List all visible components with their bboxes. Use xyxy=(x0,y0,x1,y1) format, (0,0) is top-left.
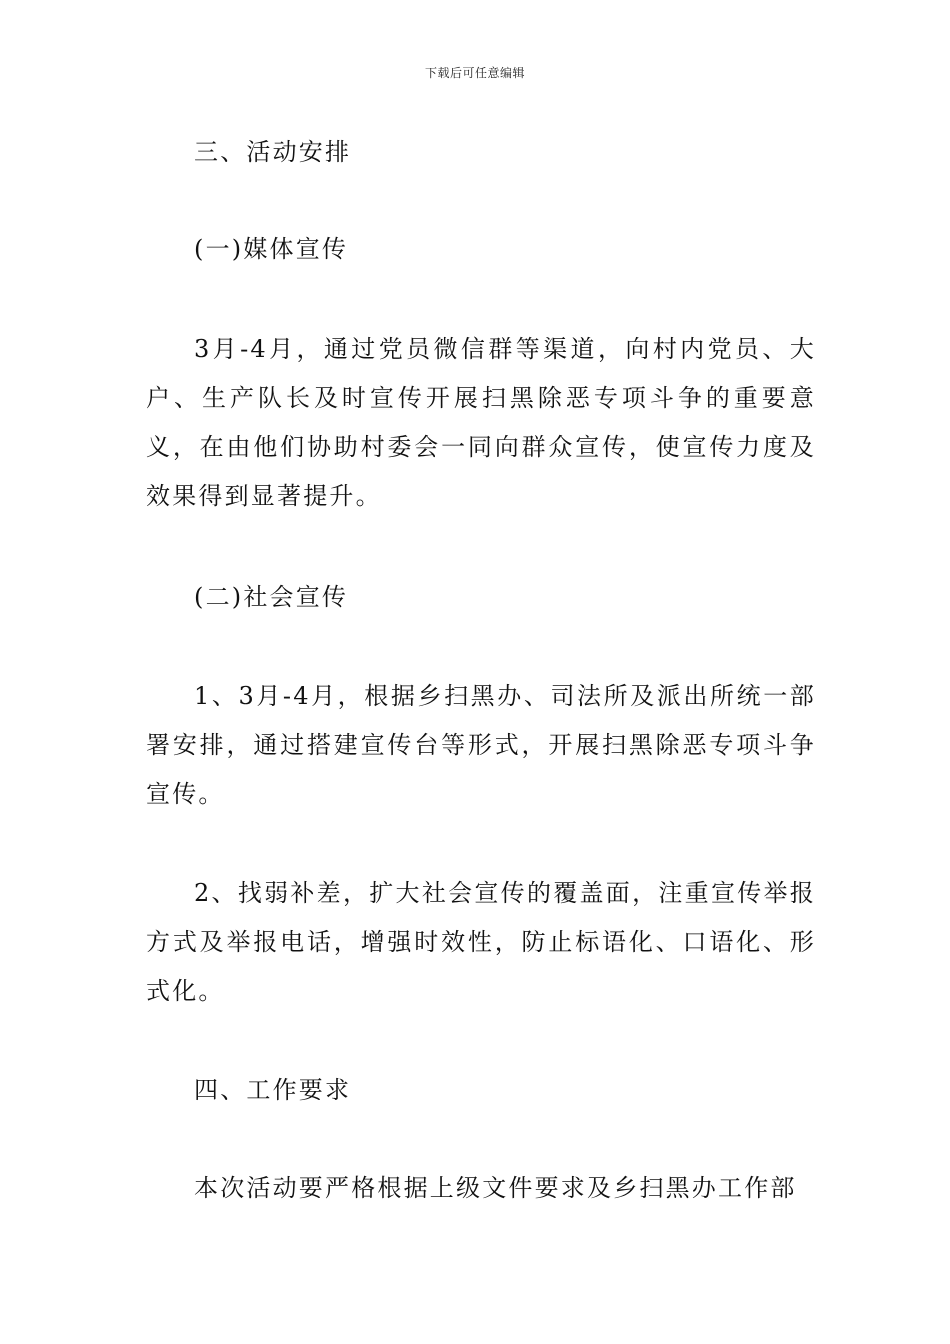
subsection-heading-social-promotion: (二)社会宣传 xyxy=(194,583,349,611)
section-heading-activity-arrangement: 三、活动安排 xyxy=(194,138,352,166)
paragraph-social-promotion-item-2: 2、找弱补差，扩大社会宣传的覆盖面，注重宣传举报方式及举报电话，增强时效性，防止标语化、口语化、形式化。 xyxy=(146,879,816,1005)
paragraph-social-promotion-item-1: 1、3月-4月，根据乡扫黑办、司法所及派出所统一部署安排，通过搭建宣传台等形式，开展扫黑除恶专项斗争宣传。 xyxy=(146,682,816,808)
paragraph-media-promotion: 3月-4月，通过党员微信群等渠道，向村内党员、大户、生产队长及时宣传开展扫黑除恶专项斗争的重要意义，在由他们协助村委会一同向群众宣传，使宣传力度及效果得到显著提升。 xyxy=(146,335,816,510)
page-header-note: 下载后可任意编辑 xyxy=(424,66,525,80)
subsection-heading-media-promotion: (一)媒体宣传 xyxy=(194,235,349,263)
section-heading-work-requirements: 四、工作要求 xyxy=(194,1076,352,1104)
paragraph-work-requirements: 本次活动要严格根据上级文件要求及乡扫黑办工作部 xyxy=(194,1174,797,1202)
